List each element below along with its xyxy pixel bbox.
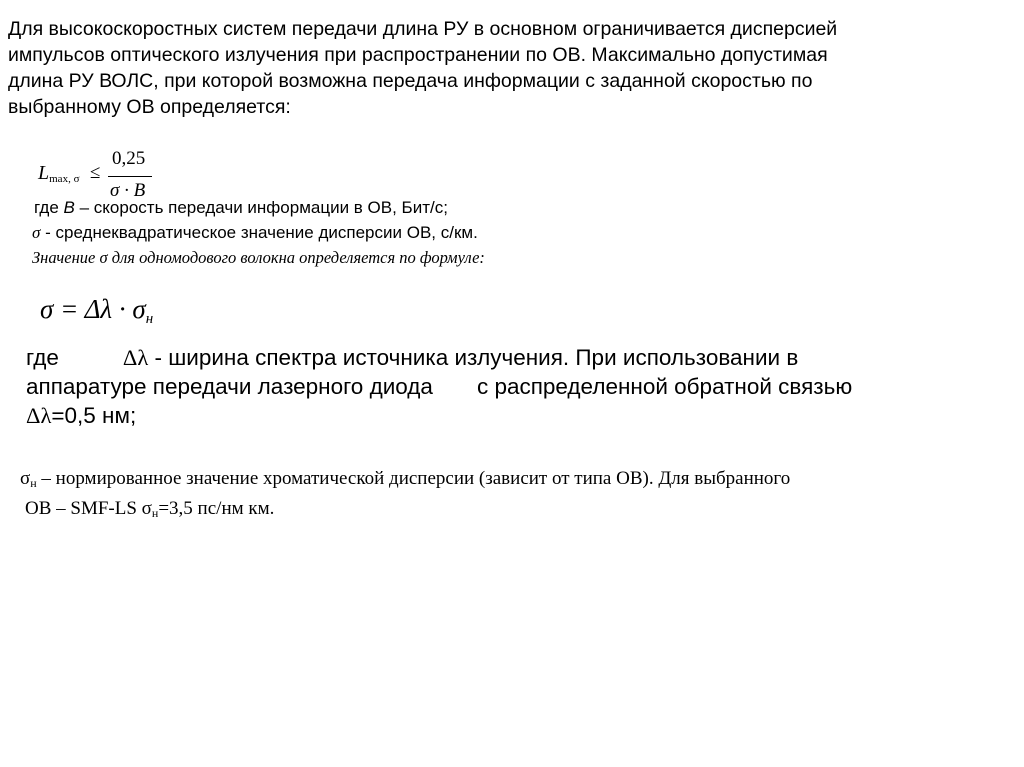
sigma-line-2: [20, 496, 1000, 526]
spectrum-width-paragraph: [26, 343, 1006, 430]
formula2-lhs: σ: [40, 294, 54, 324]
value-post: для одномодового волокна определяется по формуле:: [107, 248, 485, 267]
where-line-2-b: с распределенной обратной связью: [476, 374, 853, 399]
definition-sigma: [32, 223, 478, 243]
sigma-n-symbol-2: σ: [141, 498, 152, 519]
sigma-n-sub-2: н: [151, 506, 159, 520]
where-line-1: [26, 343, 1006, 372]
value-sigma: σ: [99, 248, 108, 267]
formula2-dot: ·: [118, 294, 126, 324]
sigma-symbol: σ: [32, 223, 41, 242]
sigma-line-2-post: =3,5 пс/нм км.: [158, 498, 275, 519]
where-line-3-text: =0,5 нм;: [51, 403, 137, 428]
sigma-line-2-pre: ОВ – SMF-LS: [25, 498, 142, 519]
formula-length-lhs: [38, 162, 80, 185]
formula2-sigma: σ: [132, 294, 146, 324]
delta-lambda: Δλ: [122, 345, 149, 370]
where-word-2: где: [26, 345, 59, 370]
sigma-definition: - среднеквадратическое значение дисперсии ОВ, с/км.: [40, 223, 478, 242]
delta-lambda-2: Δλ: [26, 403, 52, 428]
where-line-2: [26, 372, 1006, 401]
b-definition: – скорость передачи информации в ОВ, Бит/с;: [74, 198, 448, 217]
sigma-formula: [40, 294, 153, 328]
value-pre: Значение: [32, 248, 100, 267]
where-line-3: [26, 401, 1006, 430]
definition-b: [34, 198, 448, 218]
fraction-numerator: 0,25: [112, 148, 146, 169]
sigma-n-symbol: σ: [20, 468, 31, 489]
formula-relation: ≤: [90, 162, 101, 183]
where-line-1-rest: - ширина спектра источника излучения. При использовании в: [148, 345, 799, 370]
sigma-n-sub: н: [30, 476, 37, 490]
chromatic-dispersion-paragraph: [20, 466, 1000, 526]
formula2-equals: =: [60, 294, 79, 324]
fraction-bar: [108, 176, 152, 177]
formula2-sub: н: [145, 311, 154, 327]
definition-value-line: [32, 248, 485, 268]
length-symbol: L: [38, 162, 50, 184]
where-word: где: [34, 198, 59, 217]
formula2-term: Δλ: [84, 294, 113, 324]
sigma-line-1-rest: – нормированное значение хроматической дисперсии (зависит от типа ОВ). Для выбранного: [36, 468, 791, 489]
sigma-line-1: [20, 466, 1000, 496]
b-symbol: B: [63, 198, 75, 217]
fraction-denominator: σ · B: [110, 180, 146, 201]
length-subscript: max, σ: [49, 173, 80, 185]
where-line-2-a: аппаратуре передачи лазерного диода: [26, 374, 433, 399]
intro-paragraph: Для высокоскоростных систем передачи длина РУ в основном ограничивается дисперсией импульсов оптического излучения при распространении по ОВ. Максимально допустимая длина РУ ВОЛС, при которой возможна передача информации с заданной скоростью по выбранному ОВ определяется:: [8, 18, 838, 118]
